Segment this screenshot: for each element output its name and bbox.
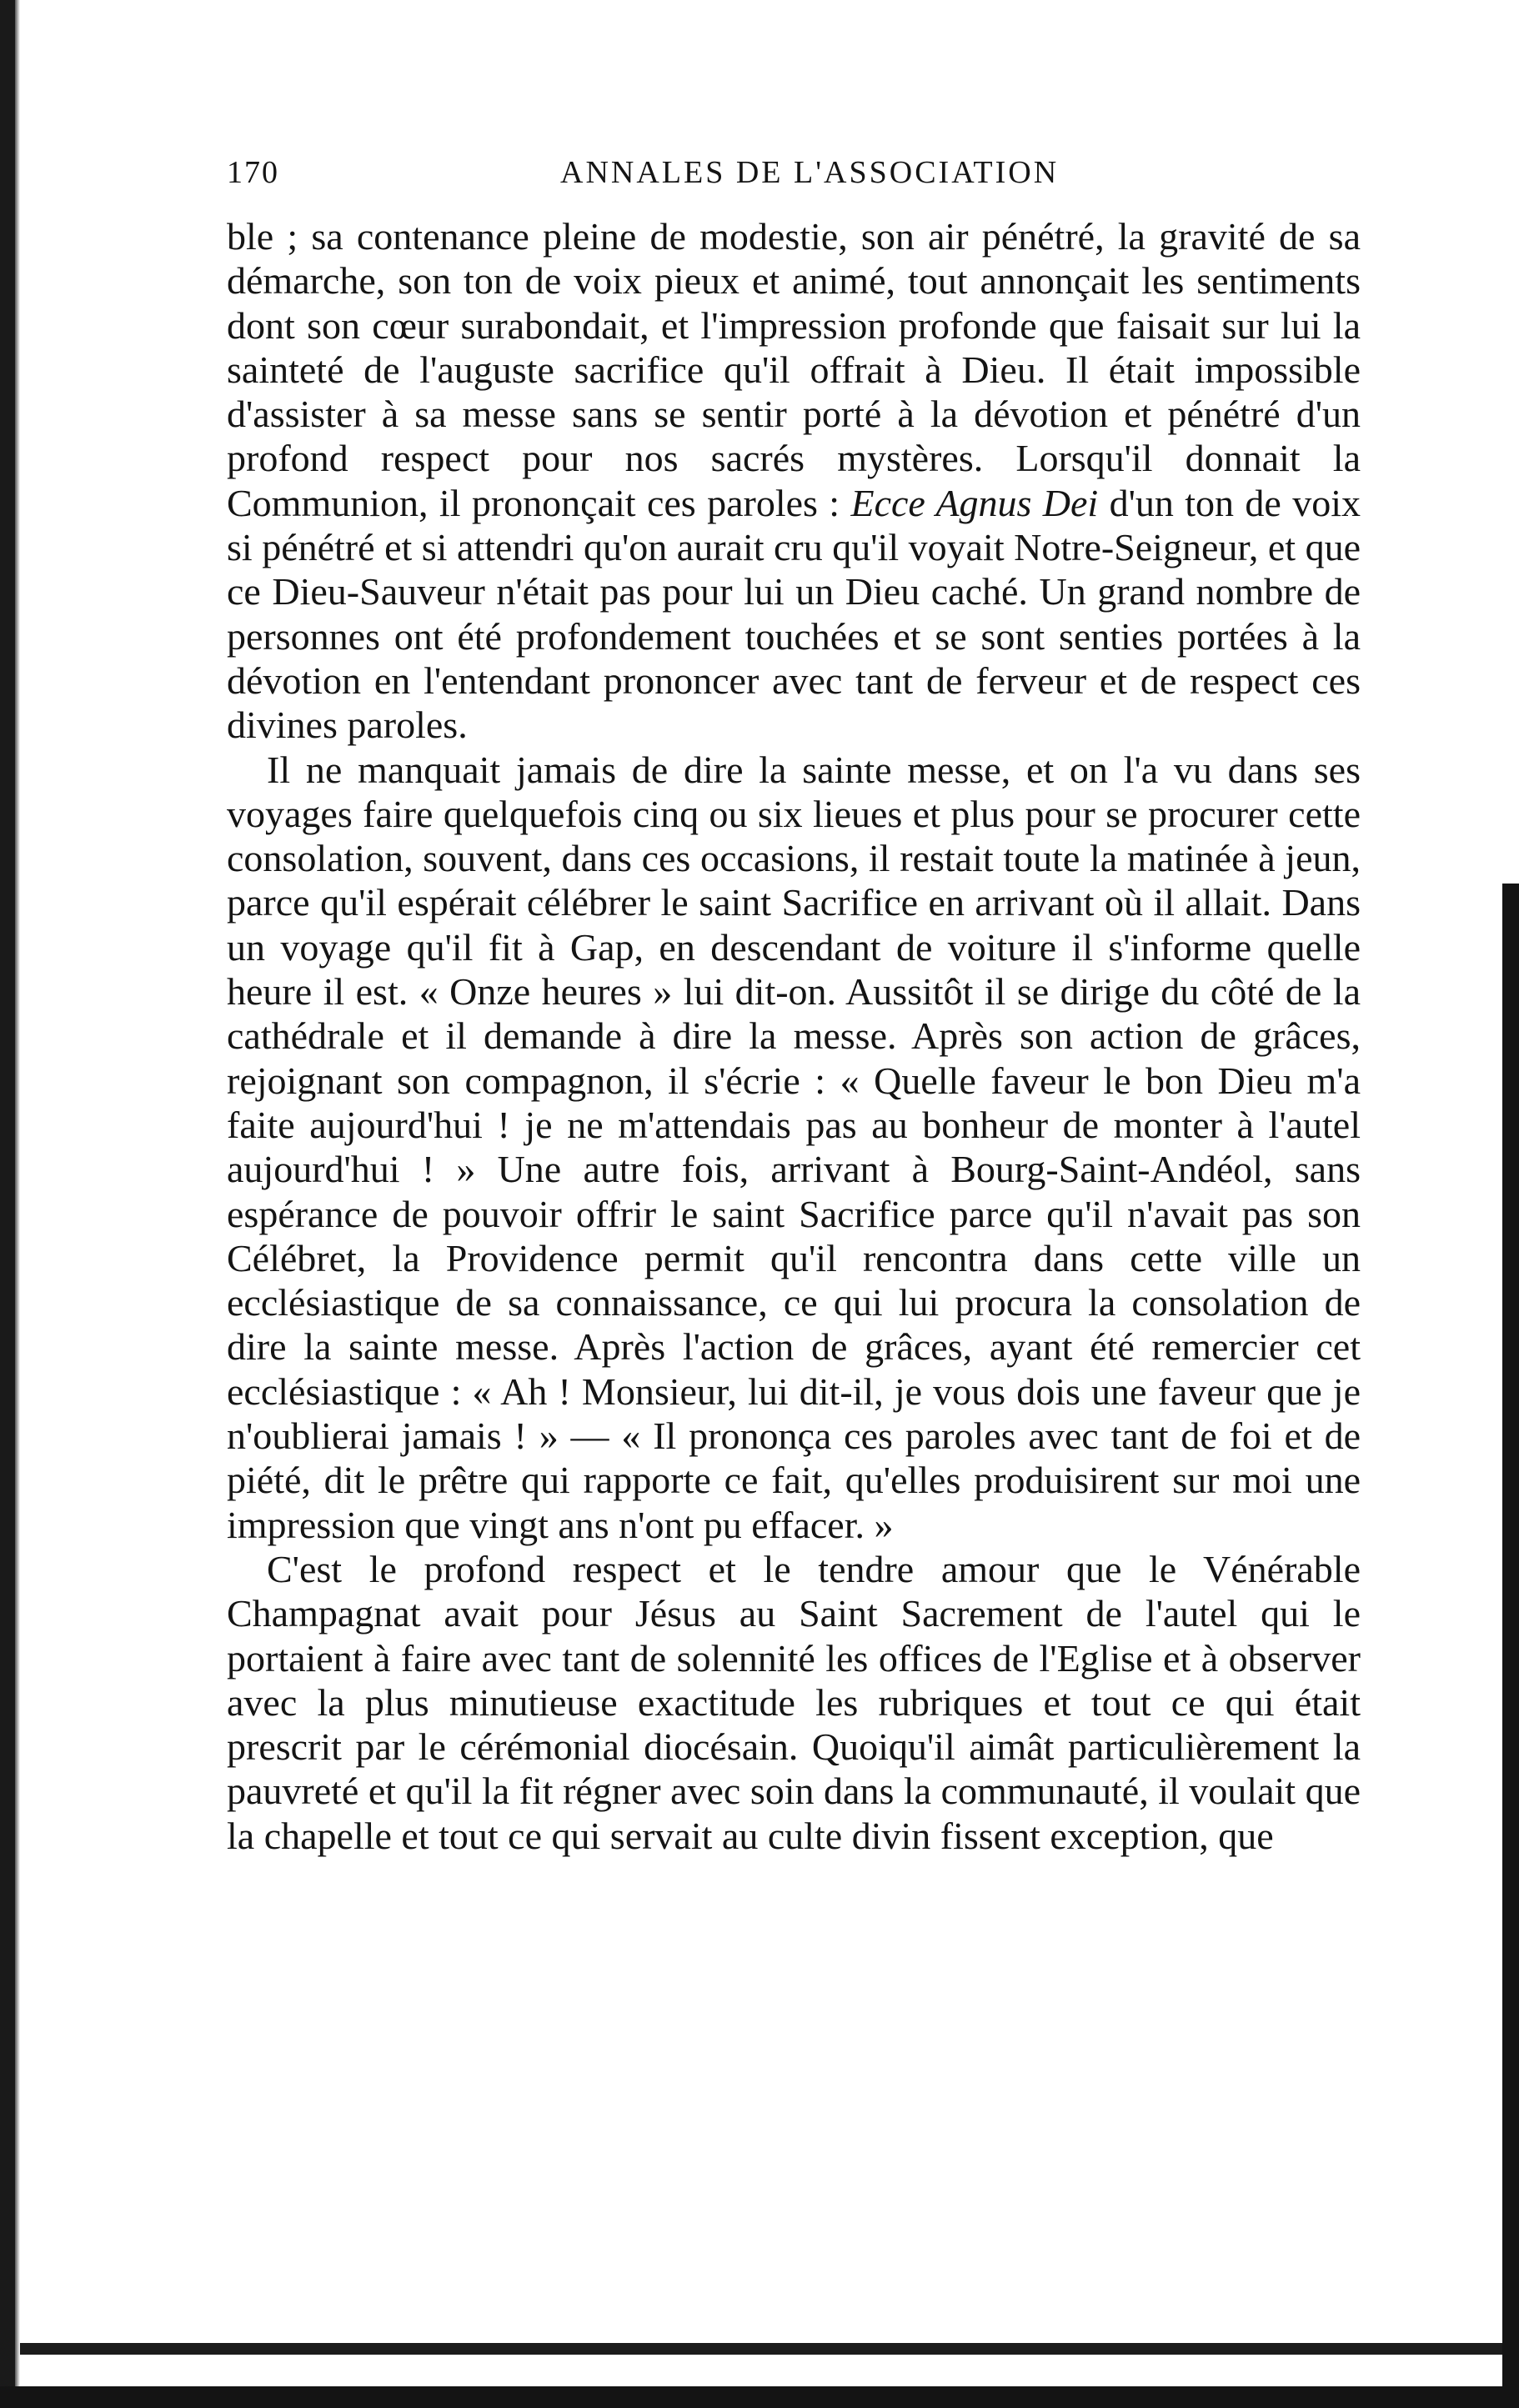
paragraph-1-part-a: ble ; sa contenance pleine de modestie, son air pénétré, la gravité de sa démarche, son ton de voix pieux et animé, tout annonçait les sentiments dont son cœur surabondait, et l'impression profonde que faisait sur lui la sainteté de l'auguste sacrifice qu'il offrait à Dieu. Il était impossible d'assister à sa messe sans se sentir porté à la dévotion et pénétré d'un profond respect pour nos sacrés mystères. Lorsqu'il donnait la Communion, il prononçait ces paroles : <box>227 215 1361 524</box>
book-page <box>227 154 1361 1858</box>
paragraph-1 <box>227 214 1361 748</box>
page-number: 170 <box>227 155 279 190</box>
scan-edge-left <box>0 0 15 2408</box>
running-head <box>227 154 1361 204</box>
scan-edge-shadow <box>15 0 20 2408</box>
latin-phrase: Ecce Agnus Dei <box>850 481 1099 524</box>
running-title: ANNALES DE L'ASSOCIATION <box>560 155 1060 190</box>
body-text <box>227 214 1361 1858</box>
scan-edge-right <box>1502 884 1519 2408</box>
paragraph-3: C'est le profond respect et le tendre amour que le Vénérable Champagnat avait pour Jésus au Saint Sacrement de l'autel qui le portaient à faire avec tant de solennité les offices de l'Eglise et à observer avec la plus minutieuse exactitude les rubriques et tout ce qui était prescrit par le cérémonial diocésain. Quoiqu'il aimât particulièrement la pauvreté et qu'il la fit régner avec soin dans la communauté, il voulait que la chapelle et tout ce qui servait au culte divin fissent exception, que <box>227 1547 1361 1857</box>
scan-edge-bottom <box>0 2386 1519 2408</box>
paragraph-2: Il ne manquait jamais de dire la sainte messe, et on l'a vu dans ses voyages faire quelquefois cinq ou six lieues et plus pour se procurer cette consolation, souvent, dans ces occasions, il restait toute la matinée à jeun, parce qu'il espérait célébrer le saint Sacrifice en arrivant où il allait. Dans un voyage qu'il fit à Gap, en descendant de voiture il s'informe quelle heure il est. « Onze heures » lui dit-on. Aussitôt il se dirige du côté de la cathédrale et il demande à dire la messe. Après son action de grâces, rejoignant son compagnon, il s'écrie : « Quelle faveur le bon Dieu m'a faite aujourd'hui ! je ne m'attendais pas au bonheur de monter à l'autel aujourd'hui ! » Une autre fois, arrivant à Bourg-Saint-Andéol, sans espérance de pouvoir offrir le saint Sacrifice parce qu'il n'avait pas son Célébret, la Providence permit qu'il rencontra dans cette ville un ecclésiastique de sa connaissance, ce qui lui procura la consolation de dire la sainte messe. Après l'action de grâces, ayant été remercier cet ecclésiastique : « Ah ! Monsieur, lui dit-il, je vous dois une faveur que je n'oublierai jamais ! » — « Il prononça ces paroles avec tant de foi et de piété, dit le prêtre qui rapporte ce fait, qu'elles produisirent sur moi une impression que vingt ans n'ont pu effacer. » <box>227 748 1361 1546</box>
paragraph-1-part-b: d'un ton de voix si pénétré et si attendri qu'on aurait cru qu'il voyait Notre-Seigneur, et que ce Dieu-Sauveur n'était pas pour lui un Dieu caché. Un grand nombre de personnes ont été profondement touchées et se sont senties portées à la dévotion en l'entendant prononcer avec tant de ferveur et de respect ces divines paroles. <box>227 481 1361 747</box>
scan-edge-bottom-line <box>20 2343 1502 2355</box>
